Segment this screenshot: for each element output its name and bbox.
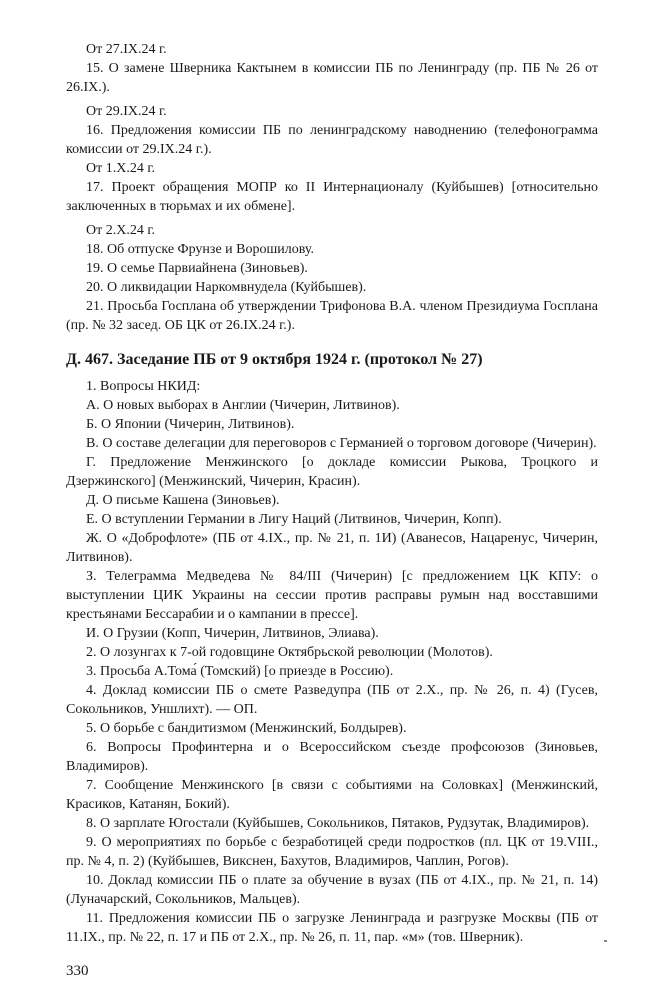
text-line: 17. Проект обращения МОПР ко II Интернационалу (Куйбышев) [относительно заключенных в тюрьмах и их обмене].: [66, 180, 598, 214]
agenda-item: В. О составе делегации для переговоров с Германией о торговом договоре (Чичерин).: [86, 436, 597, 451]
agenda-item: 4. Доклад комиссии ПБ о смете Разведупра (ПБ от 2.X., пр. № 26, п. 4) (Гусев, Сокольников, Уншлихт). — ОП.: [66, 683, 598, 717]
agenda-item: Ж. О «Доброфлоте» (ПБ от 4.IX., пр. № 21, п. 1И) (Аванесов, Нацаренус, Чичерин, Литвинов).: [66, 531, 598, 565]
agenda-item: А. О новых выборах в Англии (Чичерин, Литвинов).: [86, 398, 400, 413]
pre-heading-section: [66, 40, 598, 335]
text-line: 18. Об отпуске Фрунзе и Ворошилову.: [86, 242, 314, 257]
agenda-items: [66, 377, 598, 947]
agenda-item: 1. Вопросы НКИД:: [86, 379, 201, 394]
page-mark: [604, 940, 607, 942]
agenda-item: 6. Вопросы Профинтерна и о Всероссийском съезде профсоюзов (Зиновьев, Владимиров).: [66, 740, 598, 774]
agenda-item: 10. Доклад комиссии ПБ о плате за обучение в вузах (ПБ от 4.IX., пр. № 21, п. 14) (Луначарский, Сокольников, Мальцев).: [66, 873, 598, 907]
agenda-item: Е. О вступлении Германии в Лигу Наций (Литвинов, Чичерин, Копп).: [86, 512, 502, 527]
text-line: 16. Предложения комиссии ПБ по ленинградскому наводнению (телефонограмма комиссии от 29.IX.24 г.).: [66, 123, 598, 157]
agenda-item: 3. Просьба А.Тома́ (Томский) [о приезде в Россию).: [86, 664, 394, 679]
text-line: От 29.IX.24 г.: [86, 104, 167, 119]
text-line: От 1.X.24 г.: [86, 161, 156, 176]
text-line: 19. О семье Парвиайнена (Зиновьев).: [86, 261, 308, 276]
document-page: [66, 40, 598, 947]
document-heading: Д. 467. Заседание ПБ от 9 октября 1924 г. (протокол № 27): [66, 351, 483, 368]
agenda-item: Б. О Японии (Чичерин, Литвинов).: [86, 417, 295, 432]
agenda-item: Г. Предложение Менжинского [о докладе комиссии Рыкова, Троцкого и Дзержинского] (Менжинский, Чичерин, Красин).: [66, 455, 598, 489]
agenda-item: 5. О борьбе с бандитизмом (Менжинский, Болдырев).: [86, 721, 407, 736]
agenda-item: Д. О письме Кашена (Зиновьев).: [86, 493, 280, 508]
text-line: 21. Просьба Госплана об утверждении Трифонова В.А. членом Президиума Госплана (пр. № 32 засед. ОБ ЦК от 26.IX.24 г.).: [66, 299, 598, 333]
page-number: 330: [66, 963, 89, 979]
text-line: От 27.IX.24 г.: [86, 42, 167, 57]
text-line: 20. О ликвидации Наркомвнудела (Куйбышев).: [86, 280, 367, 295]
agenda-item: 2. О лозунгах к 7-ой годовщине Октябрьской революции (Молотов).: [86, 645, 493, 660]
agenda-item: И. О Грузии (Копп, Чичерин, Литвинов, Элиава).: [86, 626, 379, 641]
agenda-item: 11. Предложения комиссии ПБ о загрузке Ленинграда и разгрузке Москвы (ПБ от 11.IX., пр. № 22, п. 17 и ПБ от 2.X., пр. № 26, п. 11, пар. «м» (тов. Шверник).: [66, 911, 598, 945]
agenda-item: 9. О мероприятиях по борьбе с безработицей среди подростков (пл. ЦК от 19.VIII., пр. № 4, п. 2) (Куйбышев, Викснен, Бахутов, Владимиров, Чаплин, Рогов).: [66, 835, 598, 869]
agenda-item: 7. Сообщение Менжинского [в связи с событиями на Соловках] (Менжинский, Красиков, Катанян, Бокий).: [66, 778, 598, 812]
text-line: 15. О замене Шверника Кактынем в комиссии ПБ по Ленинграду (пр. ПБ № 26 от 26.IX.).: [66, 61, 598, 95]
agenda-item: 8. О зарплате Югостали (Куйбышев, Сокольников, Пятаков, Рудзутак, Владимиров).: [86, 816, 590, 831]
agenda-item: З. Телеграмма Медведева № 84/III (Чичерин) [с предложением ЦК КПУ: о выступлении ЦИК Украины на сессии против расправы румын над восставшими крестьянами Бессарабии и о кампании в прессе].: [66, 569, 598, 622]
text-line: От 2.X.24 г.: [86, 223, 156, 238]
